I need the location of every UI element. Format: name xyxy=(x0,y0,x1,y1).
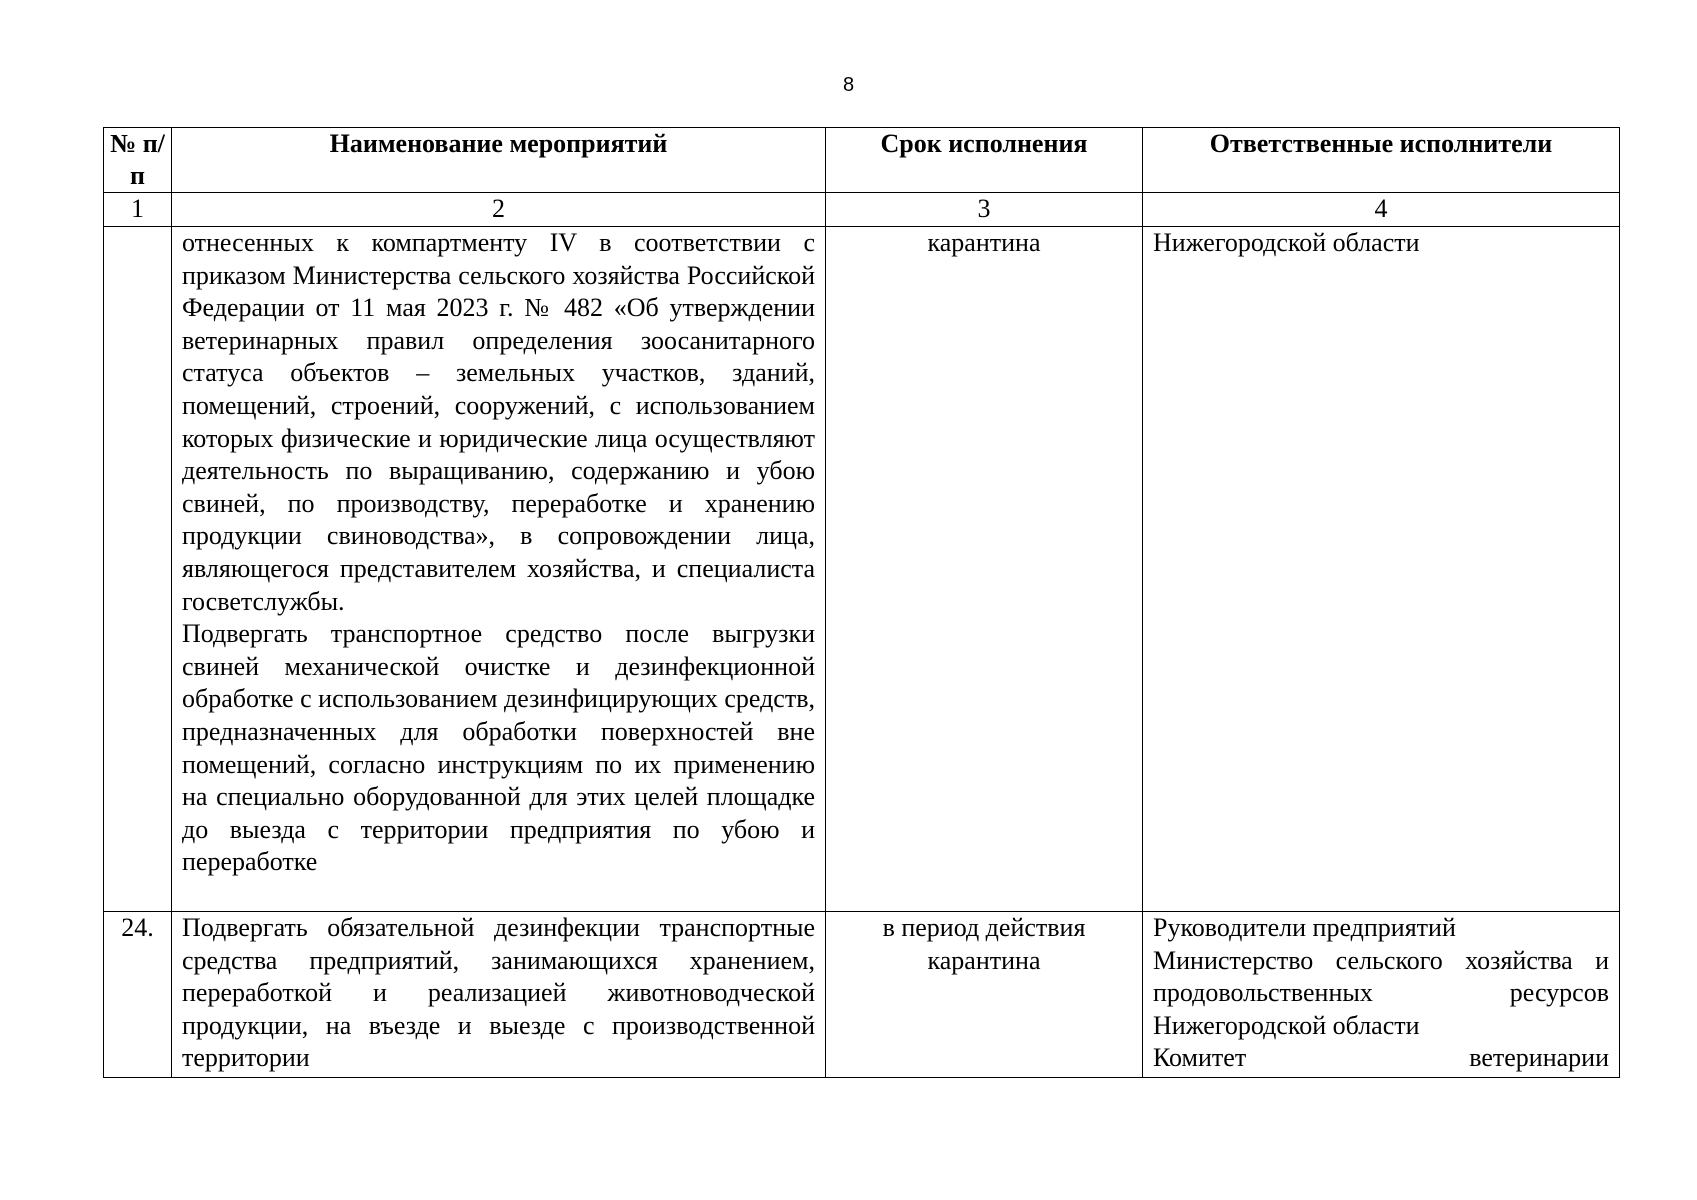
column-number: 2 xyxy=(172,193,826,227)
column-numbers-row xyxy=(104,193,1620,227)
measure-paragraph: отнесенных к компартменту IV в соответствии с приказом Министерства сельского хозяйства Российской Федерации от 11 мая 2023 г. № 482 «Об утверждении ветеринарных правил определения зоосанитарного статуса объектов – земельных участков, зданий, помещений, строений, сооружений, с использованием которых физические и юридические лица осуществляют деятельность по выращиванию, содержанию и убою свиней, по производству, переработке и хранению продукции свиноводства», в сопровождении лица, являющегося представителем хозяйства, и специалиста госветслужбы. xyxy=(182,228,815,616)
column-number: 1 xyxy=(104,193,172,227)
header-name: Наименование мероприятий xyxy=(172,128,826,193)
deadline: в период действия карантина xyxy=(826,912,1143,1078)
deadline: карантина xyxy=(826,227,1143,912)
responsible-line: Руководители предприятий xyxy=(1153,913,1456,942)
row-number xyxy=(104,227,172,912)
header-row xyxy=(104,128,1620,193)
header-deadline: Срок исполнения xyxy=(826,128,1143,193)
measure-name xyxy=(172,912,826,1078)
measure-paragraph: Подвергать транспортное средство после выгрузки свиней механической очистке и дезинфекционной обработке с использованием дезинфицирующих средств, предназначенных для обработки поверхностей вне помещений, согласно инструкциям по их применению на специально оборудованной для этих целей площадке до выезда с территории предприятия по убою и переработке xyxy=(182,619,815,877)
measure-paragraph: Подвергать обязательной дезинфекции транспортные средства предприятий, занимающихся хранением, переработкой и реализацией животноводческой продукции, на въезде и выезде с производственной территории xyxy=(182,913,815,1073)
measures-table xyxy=(103,127,1620,1078)
page-number: 8 xyxy=(842,74,855,96)
table-row xyxy=(104,227,1620,912)
responsible-line: Министерство сельского хозяйства и продовольственных ресурсов Нижегородской области xyxy=(1153,945,1609,1040)
responsible xyxy=(1143,912,1620,1078)
row-number: 24. xyxy=(104,912,172,1078)
responsible-line: Комитет ветеринарии xyxy=(1153,1043,1609,1073)
responsible-line: Нижегородской области xyxy=(1153,228,1420,257)
column-number: 4 xyxy=(1143,193,1620,227)
header-responsible: Ответственные исполнители xyxy=(1143,128,1620,193)
measure-name xyxy=(172,227,826,912)
header-num: № п/п xyxy=(104,128,172,193)
table-row xyxy=(104,912,1620,1078)
responsible xyxy=(1143,227,1620,912)
column-number: 3 xyxy=(826,193,1143,227)
